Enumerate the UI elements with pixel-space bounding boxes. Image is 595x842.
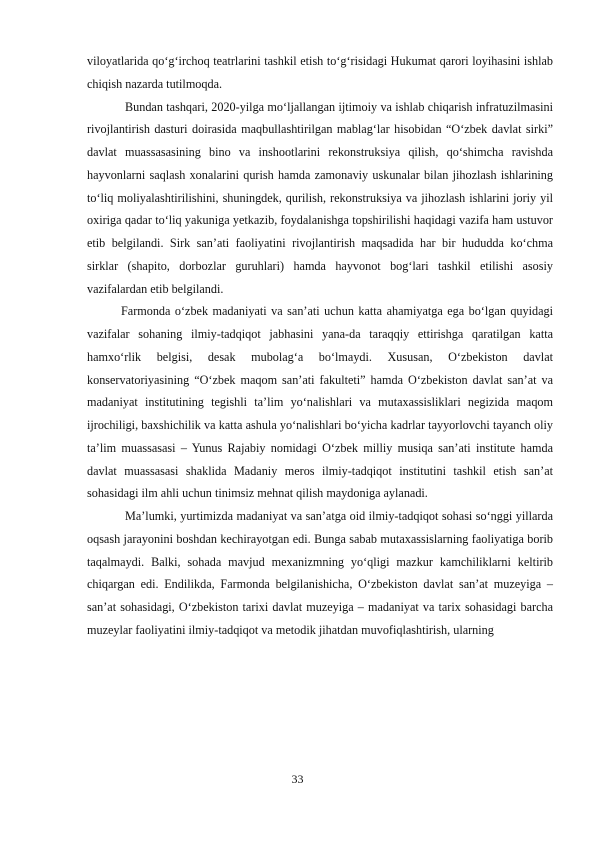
paragraph-circus-reconstruction: Bundan tashqari, 2020-yilga mo‘ljallangan ijtimoiy va ishlab chiqarish infratuzilmasini rivojlantirish dasturi doirasida maqbullashtirilgan mablag‘lar hisobidan “O‘zbek davlat sirki” davlat muassasasining bino va inshootlarini rekonstruksiya qilish, qo‘shimcha ravishda hayvonlarni saqlash xonalarini qurish hamda zamonaviy uskunalar bilan jihozlash ishlarining to‘liq moliyalashtirilishini, shuningdek, qurilish, rekonstruksiya va jihozlash ishlarini joriy yil oxiriga qadar to‘liq yakuniga yetkazib, foydalanishga topshirilishi haqidagi vazifa ham ustuvor etib belgilandi. Sirk san’ati faoliyatini rivojlantirish maqsadida har bir hududda ko‘chma sirklar (shapito, dorbozlar guruhlari) hamda hayvonot bog‘lari tashkil etilishi asosiy vazifalardan etib belgilandi. (87, 99, 553, 296)
body-text (87, 50, 553, 642)
paragraph-museum-coordination: Ma’lumki, yurtimizda madaniyat va san’atga oid ilmiy-tadqiqot sohasi so‘nggi yillarda oqsash jarayonini boshdan kechirayotgan edi. Bunga sabab mutaxassislarning faoliyatiga borib taqalmaydi. Balki, sohada mavjud mexanizmning yo‘qligi mazkur kamchiliklarni keltirib chiqargan edi. Endilikda, Farmonda belgilanishicha, O‘zbekiston davlat san’at muzeyiga – san’at sohasidagi, O‘zbekiston tarixi davlat muzeyiga – madaniyat va tarix sohasidagi barcha muzeylar faoliyatini ilmiy-tadqiqot va metodik jihatdan muvofiqlashtirish, ularning (87, 509, 553, 637)
page-number: 33 (291, 772, 304, 786)
paragraph-research-institutes: Farmonda o‘zbek madaniyati va san’ati uchun katta ahamiyatga ega bo‘lgan quyidagi vazifalar sohaning ilmiy-tadqiqot jabhasini yana-da taraqqiy ettirishga qaratilgan katta hamxo‘rlik belgisi, desak mubolag‘a bo‘lmaydi. Xususan, O‘zbekiston davlat konservatoriyasining “O‘zbek maqom san’ati fakulteti” hamda O‘zbekiston davlat san’at va madaniyat institutining tegishli ta’lim yo‘nalishlari va mutaxassisliklari negizida maqom ijrochiligi, baxshichilik va katta ashula yo‘nalishlari bo‘yicha kadrlar tayyorlovchi tayanch oliy ta’lim muassasasi – Yunus Rajabiy nomidagi O‘zbek milliy musiqa san’ati institute hamda davlat muassasasi shaklida Madaniy meros ilmiy-tadqiqot institutini tashkil etish san’at sohasidagi ilm ahli uchun tinimsiz mehnat qilish maydoniga aylanadi. (87, 304, 553, 501)
paragraph-continuation: viloyatlarida qo‘g‘irchoq teatrlarini tashkil etish to‘g‘risidagi Hukumat qarori loyihasini ishlab chiqish nazarda tutilmoqda. (87, 54, 553, 91)
